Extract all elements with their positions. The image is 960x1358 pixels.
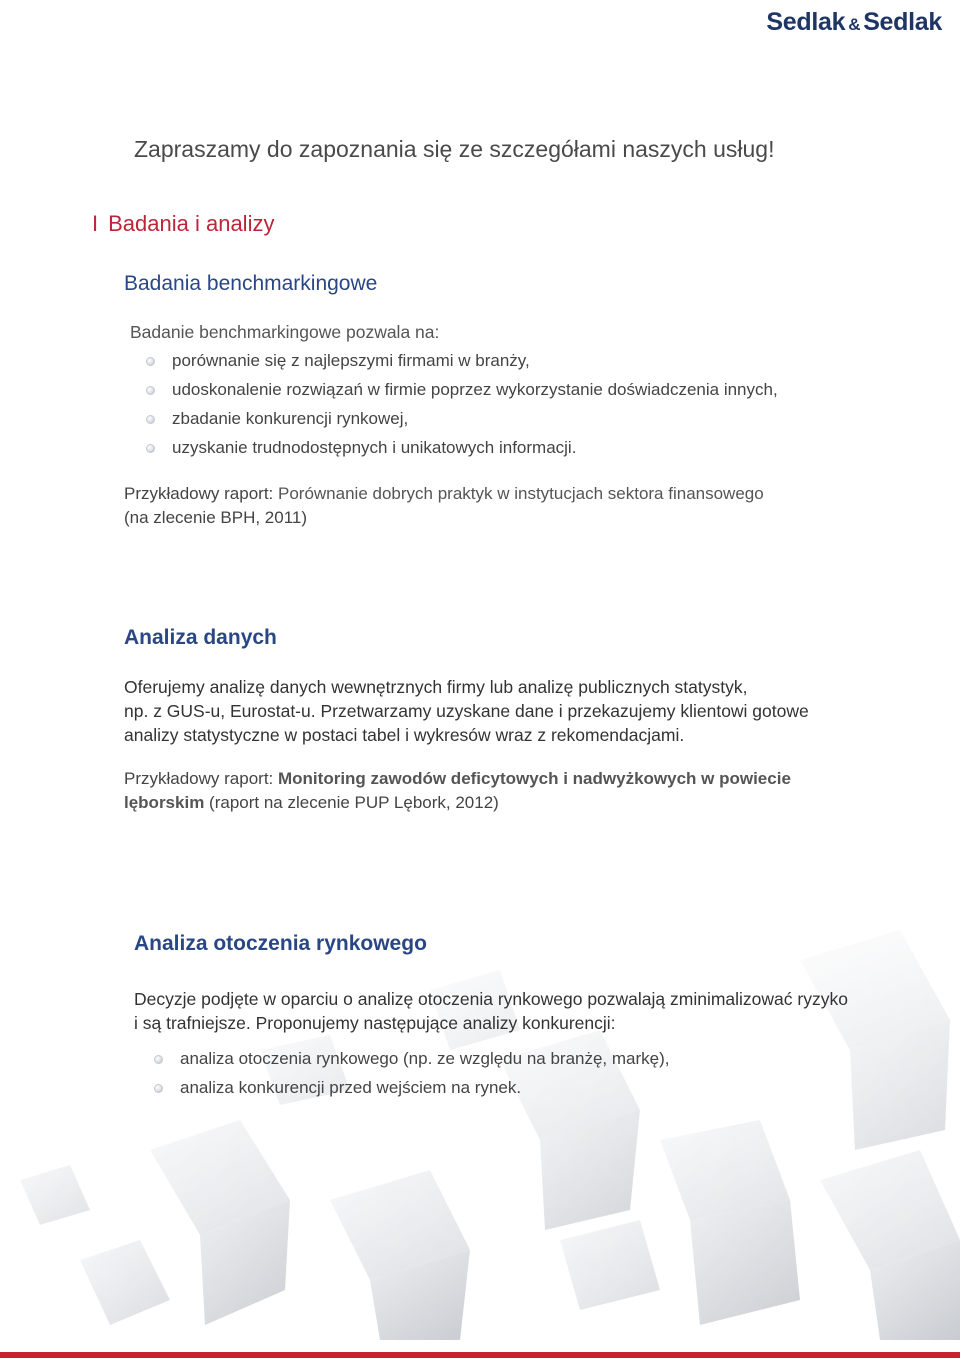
market-text: Decyzje podjęte w oparciu o analizę otoczenia rynkowego pozwalają zminimalizować ryzyko i są trafniejsze. Proponujemy następujące analizy konkurencji: (134, 989, 848, 1033)
data-analysis-text: Oferujemy analizę danych wewnętrznych firmy lub analizę publicznych statystyk, np. z GUS-u, Eurostat-u. Przetwarzamy uzyskane dane i przekazujemy klientowi gotowe analizy statystyczne w postaci tabel i wykresów wraz z rekomendacjami. (124, 677, 809, 745)
bullet-icon (146, 386, 155, 395)
report-label: Przykładowy raport: (124, 484, 278, 503)
benchmark-list (172, 346, 778, 462)
list-item: analiza otoczenia rynkowego (np. ze względu na branżę, markę), (180, 1044, 670, 1073)
footer-accent-line (0, 1352, 960, 1358)
section-number: I (92, 211, 99, 236)
bullet-icon (146, 444, 155, 453)
benchmark-sample-report (124, 482, 764, 530)
market-list (180, 1044, 670, 1102)
list-item: udoskonalenie rozwiązań w firmie poprzez wykorzystanie doświadczenia innych, (172, 375, 778, 404)
report-title: Monitoring zawodów deficytowych i nadwyżkowych w powiecie (278, 769, 791, 788)
logo-word-1: Sedlak (766, 8, 846, 36)
report-title: Porównanie dobrych praktyk w instytucjach sektora finansowego (278, 484, 764, 503)
section-title-text: Badania i analizy (108, 211, 275, 236)
list-item: porównanie się z najlepszymi firmami w branży, (172, 346, 778, 375)
logo-word-2: Sedlak (863, 8, 942, 36)
list-item: uzyskanie trudnodostępnych i unikatowych informacji. (172, 433, 778, 462)
bullet-icon (154, 1084, 163, 1093)
report-label: Przykładowy raport: (124, 769, 278, 788)
data-analysis-heading: Analiza danych (124, 626, 277, 649)
list-item: zbadanie konkurencji rynkowej, (172, 404, 778, 433)
bullet-icon (146, 415, 155, 424)
benchmark-lead: Badanie benchmarkingowe pozwala na: (130, 322, 440, 342)
data-analysis-sample-report (124, 767, 791, 815)
section-title (92, 211, 274, 237)
bullet-icon (154, 1055, 163, 1064)
report-note: (na zlecenie BPH, 2011) (124, 508, 308, 527)
report-title-cont: lęborskim (124, 793, 205, 812)
company-logo (766, 8, 942, 37)
market-heading: Analiza otoczenia rynkowego (134, 932, 427, 955)
bullet-icon (146, 357, 155, 366)
benchmark-heading: Badania benchmarkingowe (124, 272, 378, 295)
list-item: analiza konkurencji przed wejściem na rynek. (180, 1073, 670, 1102)
logo-ampersand: & (848, 15, 861, 34)
intro-heading: Zapraszamy do zapoznania się ze szczegółami naszych usług! (134, 136, 775, 162)
report-note: (raport na zlecenie PUP Lębork, 2012) (204, 793, 499, 812)
